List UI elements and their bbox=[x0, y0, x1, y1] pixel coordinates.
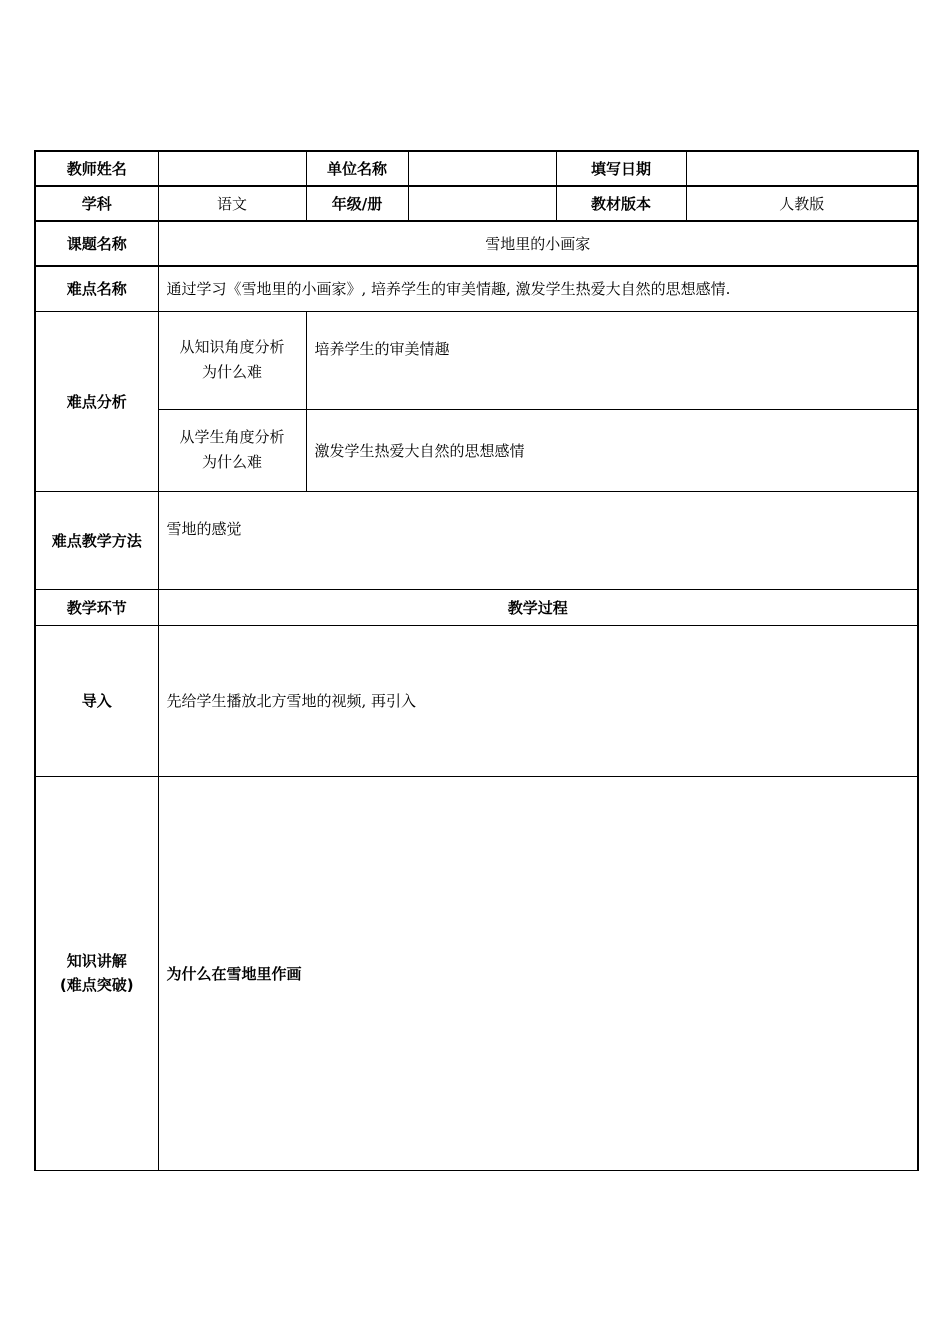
knowledge-value: 为什么在雪地里作画 bbox=[158, 776, 918, 1170]
method-label: 难点教学方法 bbox=[35, 491, 158, 589]
knowledge-angle-label-line2: 为什么难 bbox=[201, 363, 262, 381]
topic-label: 课题名称 bbox=[35, 221, 158, 266]
difficulty-row bbox=[35, 266, 918, 311]
teacher-name-label: 教师姓名 bbox=[35, 151, 158, 186]
subject-value: 语文 bbox=[158, 186, 306, 221]
difficulty-value: 通过学习《雪地里的小画家》, 培养学生的审美情趣, 激发学生热爱大自然的思想感情. bbox=[158, 266, 918, 311]
header-row-1 bbox=[35, 151, 918, 186]
lesson-plan-form bbox=[34, 150, 917, 1171]
analysis-student-row bbox=[35, 409, 918, 491]
topic-row bbox=[35, 221, 918, 266]
knowledge-label-line2: (难点突破) bbox=[59, 976, 134, 994]
student-angle-label-line2: 为什么难 bbox=[201, 453, 262, 471]
knowledge-angle-label bbox=[158, 311, 306, 409]
knowledge-row bbox=[35, 776, 918, 1170]
grade-label: 年级/册 bbox=[306, 186, 408, 221]
analysis-knowledge-row bbox=[35, 311, 918, 409]
process-label: 教学过程 bbox=[158, 589, 918, 625]
lesson-plan-table bbox=[34, 150, 919, 1171]
fill-date-label: 填写日期 bbox=[556, 151, 686, 186]
textbook-label: 教材版本 bbox=[556, 186, 686, 221]
knowledge-label-line1: 知识讲解 bbox=[66, 952, 127, 970]
knowledge-angle-label-line1: 从知识角度分析 bbox=[179, 338, 285, 356]
method-value: 雪地的感觉 bbox=[158, 491, 918, 589]
difficulty-label: 难点名称 bbox=[35, 266, 158, 311]
method-row bbox=[35, 491, 918, 589]
stage-label: 教学环节 bbox=[35, 589, 158, 625]
topic-value: 雪地里的小画家 bbox=[158, 221, 918, 266]
unit-name-field[interactable] bbox=[408, 151, 556, 186]
analysis-label: 难点分析 bbox=[35, 311, 158, 491]
grade-field[interactable] bbox=[408, 186, 556, 221]
teacher-name-field[interactable] bbox=[158, 151, 306, 186]
student-angle-label bbox=[158, 409, 306, 491]
process-header-row bbox=[35, 589, 918, 625]
knowledge-angle-value: 培养学生的审美情趣 bbox=[306, 311, 918, 409]
fill-date-field[interactable] bbox=[686, 151, 918, 186]
knowledge-label bbox=[35, 776, 158, 1170]
header-row-2 bbox=[35, 186, 918, 221]
subject-label: 学科 bbox=[35, 186, 158, 221]
textbook-value: 人教版 bbox=[686, 186, 918, 221]
unit-name-label: 单位名称 bbox=[306, 151, 408, 186]
intro-value: 先给学生播放北方雪地的视频, 再引入 bbox=[158, 625, 918, 776]
intro-row bbox=[35, 625, 918, 776]
student-angle-label-line1: 从学生角度分析 bbox=[179, 428, 285, 446]
intro-label: 导入 bbox=[35, 625, 158, 776]
student-angle-value: 激发学生热爱大自然的思想感情 bbox=[306, 409, 918, 491]
